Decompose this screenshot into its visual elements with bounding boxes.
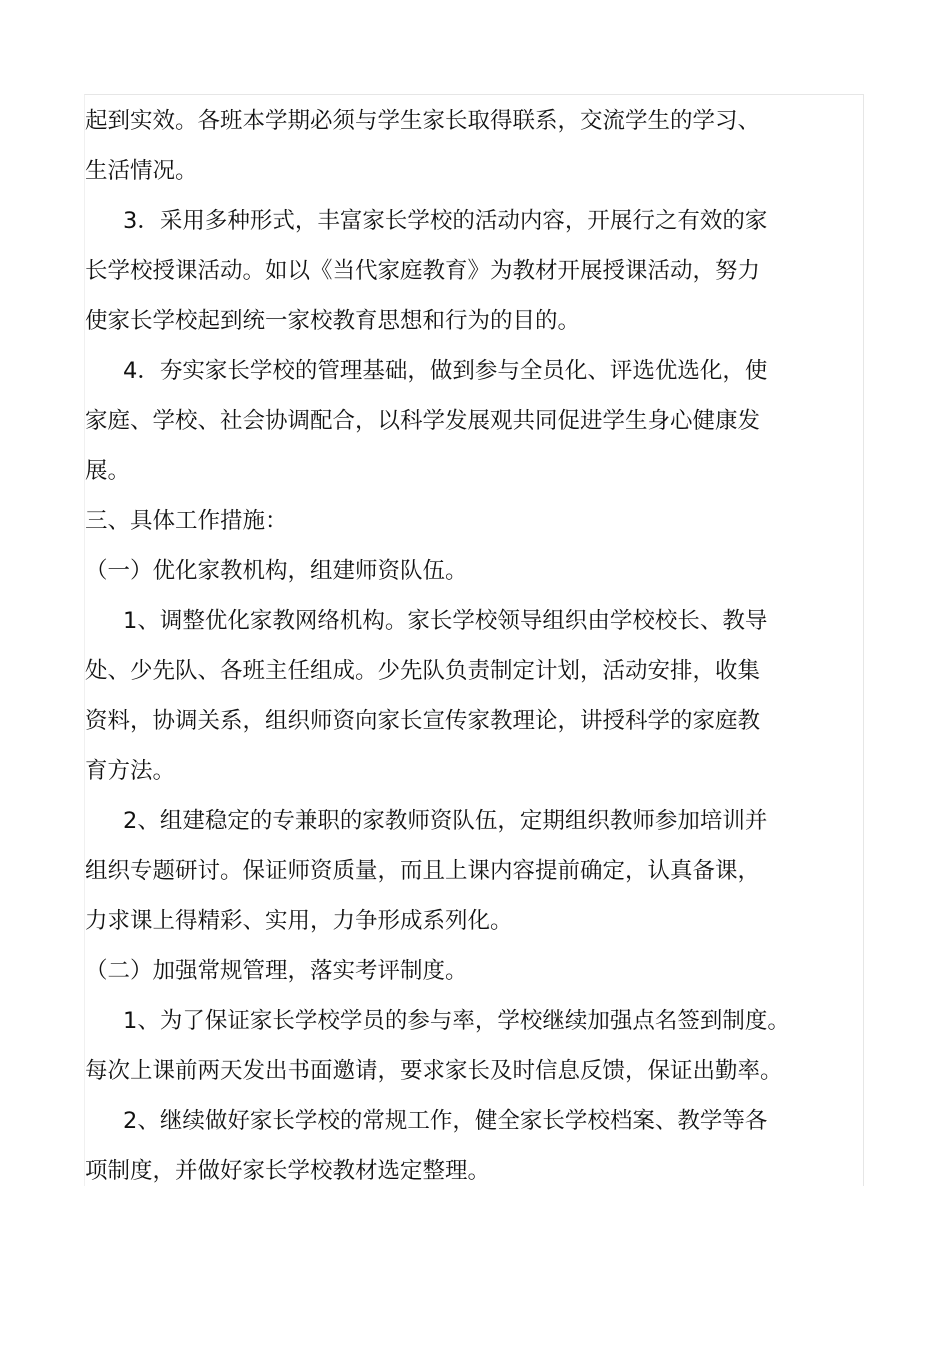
text-line: 起到实效。各班本学期必须与学生家长取得联系，交流学生的学习、 xyxy=(85,108,761,134)
document-body xyxy=(85,96,805,1196)
text-line: 使家长学校起到统一家校教育思想和行为的目的。 xyxy=(85,308,581,334)
text-line: 组织专题研讨。保证师资质量，而且上课内容提前确定，认真备课， xyxy=(85,858,761,884)
text-line: 育方法。 xyxy=(85,758,176,784)
text-line: 每次上课前两天发出书面邀请，要求家长及时信息反馈，保证出勤率。 xyxy=(85,1058,783,1084)
text-line: 1、调整优化家教网络机构。家长学校领导组织由学校校长、教导 xyxy=(123,608,768,634)
text-line: 处、少先队、各班主任组成。少先队负责制定计划，活动安排，收集 xyxy=(85,658,761,684)
text-line: 资料，协调关系，组织师资向家长宣传家教理论，讲授科学的家庭教 xyxy=(85,708,761,734)
text-line: 2、继续做好家长学校的常规工作，健全家长学校档案、教学等各 xyxy=(123,1108,768,1134)
text-line: 4．夯实家长学校的管理基础，做到参与全员化、评选优选化，使 xyxy=(123,358,768,384)
section-heading: 三、具体工作措施： xyxy=(85,508,288,534)
text-line: 力求课上得精彩、实用，力争形成系列化。 xyxy=(85,908,513,934)
subsection-heading: （二）加强常规管理，落实考评制度。 xyxy=(85,958,468,984)
text-line: 长学校授课活动。如以《当代家庭教育》为教材开展授课活动，努力 xyxy=(85,258,761,284)
text-line: 2、组建稳定的专兼职的家教师资队伍，定期组织教师参加培训并 xyxy=(123,808,768,834)
text-line: 项制度，并做好家长学校教材选定整理。 xyxy=(85,1158,491,1184)
text-line: 生活情况。 xyxy=(85,158,198,184)
text-line: 1、为了保证家长学校学员的参与率，学校继续加强点名签到制度。 xyxy=(123,1008,790,1034)
text-line: 3．采用多种形式，丰富家长学校的活动内容，开展行之有效的家 xyxy=(123,208,768,234)
text-line: 展。 xyxy=(85,458,131,484)
text-line: 家庭、学校、社会协调配合，以科学发展观共同促进学生身心健康发 xyxy=(85,408,761,434)
subsection-heading: （一）优化家教机构，组建师资队伍。 xyxy=(85,558,468,584)
